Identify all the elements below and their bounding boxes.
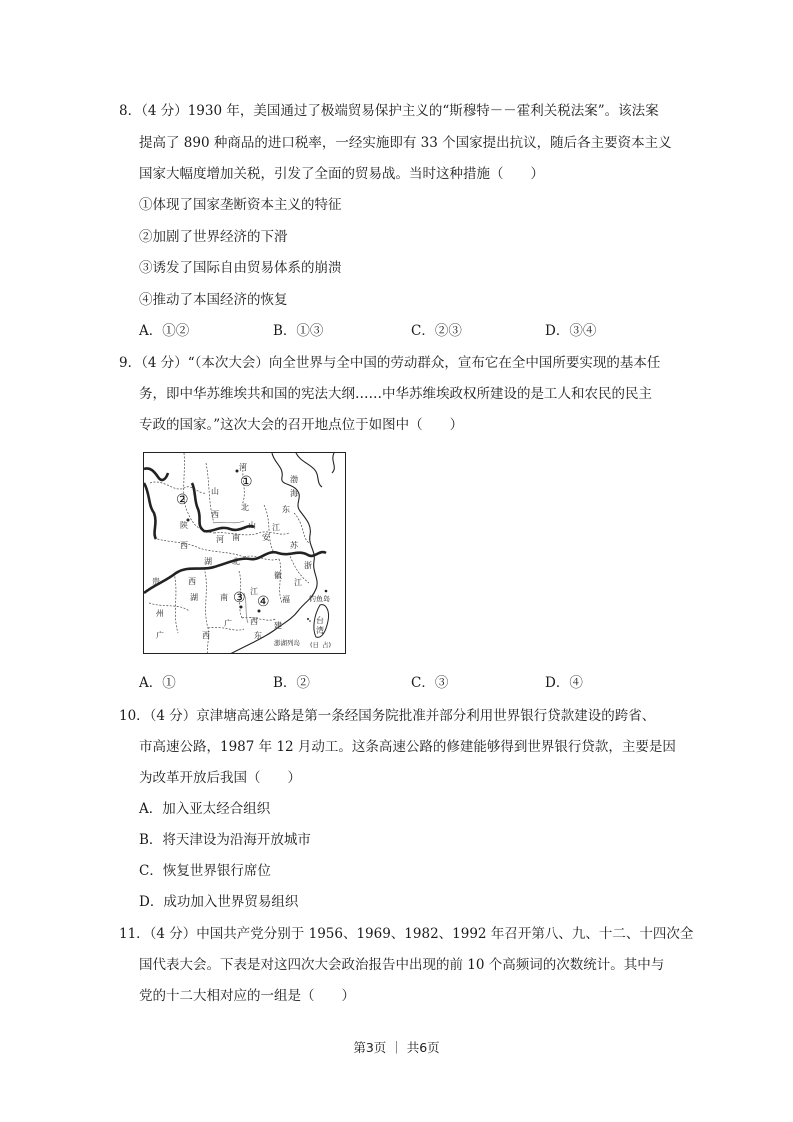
q10-option-c[interactable]: C．恢复世界银行席位	[139, 863, 271, 879]
map-label-shandong2: 东	[282, 505, 290, 514]
map-label-taiwan2: 湾	[316, 626, 324, 635]
q11-stem-line-3: 党的十二大相对应的一组是（ ）	[139, 988, 355, 1004]
map-label-jiangxi2: 西	[250, 617, 258, 626]
map-label-jiangxi1: 江	[250, 587, 258, 596]
map-label-anhui1: 安	[262, 533, 270, 542]
q10-option-b[interactable]: B．将天津设为沿海开放城市	[139, 832, 311, 848]
map-label-bei: 北	[241, 503, 249, 512]
q10-stem-line-2: 市高速公路，1987 年 12 月动工。这条高速公路的修建能够得到世界银行贷款，主要是因	[139, 739, 676, 755]
map-label-jiangsu1: 江	[272, 523, 280, 532]
map-label-dian: 占)	[322, 641, 332, 649]
map-label-bohai2: 海	[290, 489, 298, 498]
map-label-shan: 山	[211, 487, 219, 496]
q8-stem-line-1: 8．（4 分）1930 年，美国通过了极端贸易保护主义的“斯穆特－－霍利关税法案”。该法案	[119, 103, 659, 119]
map-label-bohai1: 渤	[290, 475, 298, 484]
q9-option-a[interactable]: A．①	[139, 675, 176, 691]
map-label-hunan2: 南	[220, 593, 228, 602]
q8-statement-2: ②加剧了世界经济的下滑	[139, 229, 288, 245]
q8-stem-line-3: 国家大幅度增加关税，引发了全面的贸易战。当时这种措施（ ）	[139, 166, 544, 182]
q8-statement-1: ①体现了国家垄断资本主义的特征	[139, 197, 342, 213]
q9-stem-line-3: 专政的国家。”这次大会的召开地点位于如图中（ ）	[139, 417, 464, 433]
page-footer: 第3页 ｜ 共6页	[353, 1040, 440, 1055]
q11-stem-line-1: 11．（4 分）中国共产党分别于 1956、1969、1982、1992 年召开第八、九、十二、十四次全	[119, 926, 694, 942]
map-label-hubei1: 湖	[204, 557, 212, 566]
map-label-guangdong: 东	[254, 631, 262, 640]
map-label-henan2: 南	[232, 533, 240, 542]
q8-option-c[interactable]: C．②③	[411, 323, 462, 339]
q9-stem-line-1: 9．（4 分）“（本次大会）向全世界与全中国的劳动群众，宣布它在全中国所要实现的基本任	[119, 355, 661, 371]
map-label-penghu: 澎湖列岛	[274, 639, 300, 647]
china-map	[143, 452, 346, 654]
map-marker-2: ②	[176, 492, 189, 508]
q8-statement-3: ③诱发了国际自由贸易体系的崩溃	[139, 260, 342, 276]
map-label-anhui2: 徽	[274, 571, 282, 580]
q10-option-a[interactable]: A．加入亚太经合组织	[139, 801, 271, 817]
map-label-jian: 建	[274, 621, 282, 630]
map-label-guang2: 广	[224, 619, 232, 628]
map-label-shandong1: 山	[248, 521, 256, 530]
map-marker-4: ④	[257, 594, 270, 610]
q8-statement-4: ④推动了本国经济的恢复	[139, 292, 288, 308]
map-label-xi3: 西	[202, 631, 210, 640]
q10-option-d[interactable]: D．成功加入世界贸易组织	[139, 894, 299, 910]
map-label-hunan1: 湖	[190, 593, 198, 602]
map-label-ri: (日	[310, 641, 320, 649]
q9-option-b[interactable]: B．②	[273, 675, 310, 691]
map-label-gui: 贵	[152, 577, 160, 586]
map-label-hubei2: 北	[232, 557, 240, 566]
map-label-diaoyu: 钓鱼岛	[309, 595, 330, 603]
q10-stem-line-3: 为改革开放后我国（ ）	[139, 770, 301, 786]
map-marker-3: ③	[233, 590, 246, 606]
map-label-guang: 广	[156, 631, 164, 640]
map-label-henan1: 河	[216, 535, 224, 544]
map-label-shaan: 陕	[180, 521, 188, 530]
q8-option-a[interactable]: A．①②	[139, 323, 190, 339]
map-label-taiwan1: 台	[316, 616, 324, 625]
q11-stem-line-2: 国代表大会。下表是对这四次大会政治报告中出现的前 10 个高频词的次数统计。其中与	[139, 957, 665, 973]
q10-stem-line-1: 10．（4 分）京津塘高速公路是第一条经国务院批准并部分利用世界银行贷款建设的跨省、	[119, 708, 656, 724]
q9-option-d[interactable]: D．④	[545, 675, 583, 691]
q8-option-d[interactable]: D．③④	[545, 323, 597, 339]
map-label-fu: 福	[282, 595, 290, 604]
map-label-he: 河	[239, 463, 247, 472]
map-label-xi: 西	[211, 510, 219, 519]
q8-stem-line-2: 提高了 890 种商品的进口税率，一经实施即有 33 个国家提出抗议，随后各主要资本主义	[139, 135, 672, 151]
map-label-jiangsu2: 苏	[290, 541, 298, 550]
q8-option-b[interactable]: B．①③	[273, 323, 324, 339]
map-label-zhejiang2: 江	[294, 578, 302, 587]
q9-option-c[interactable]: C．③	[411, 675, 449, 691]
map-label-xi2: 西	[180, 541, 188, 550]
q9-stem-line-2: 务，即中华苏维埃共和国的宪法大纲……中华苏维埃政权所建设的是工人和农民的民主	[139, 386, 652, 402]
map-marker-1: ①	[240, 474, 253, 490]
map-label-si: 西	[188, 577, 196, 586]
map-label-zhou: 州	[156, 609, 164, 618]
map-label-zhejiang1: 浙	[304, 561, 312, 570]
